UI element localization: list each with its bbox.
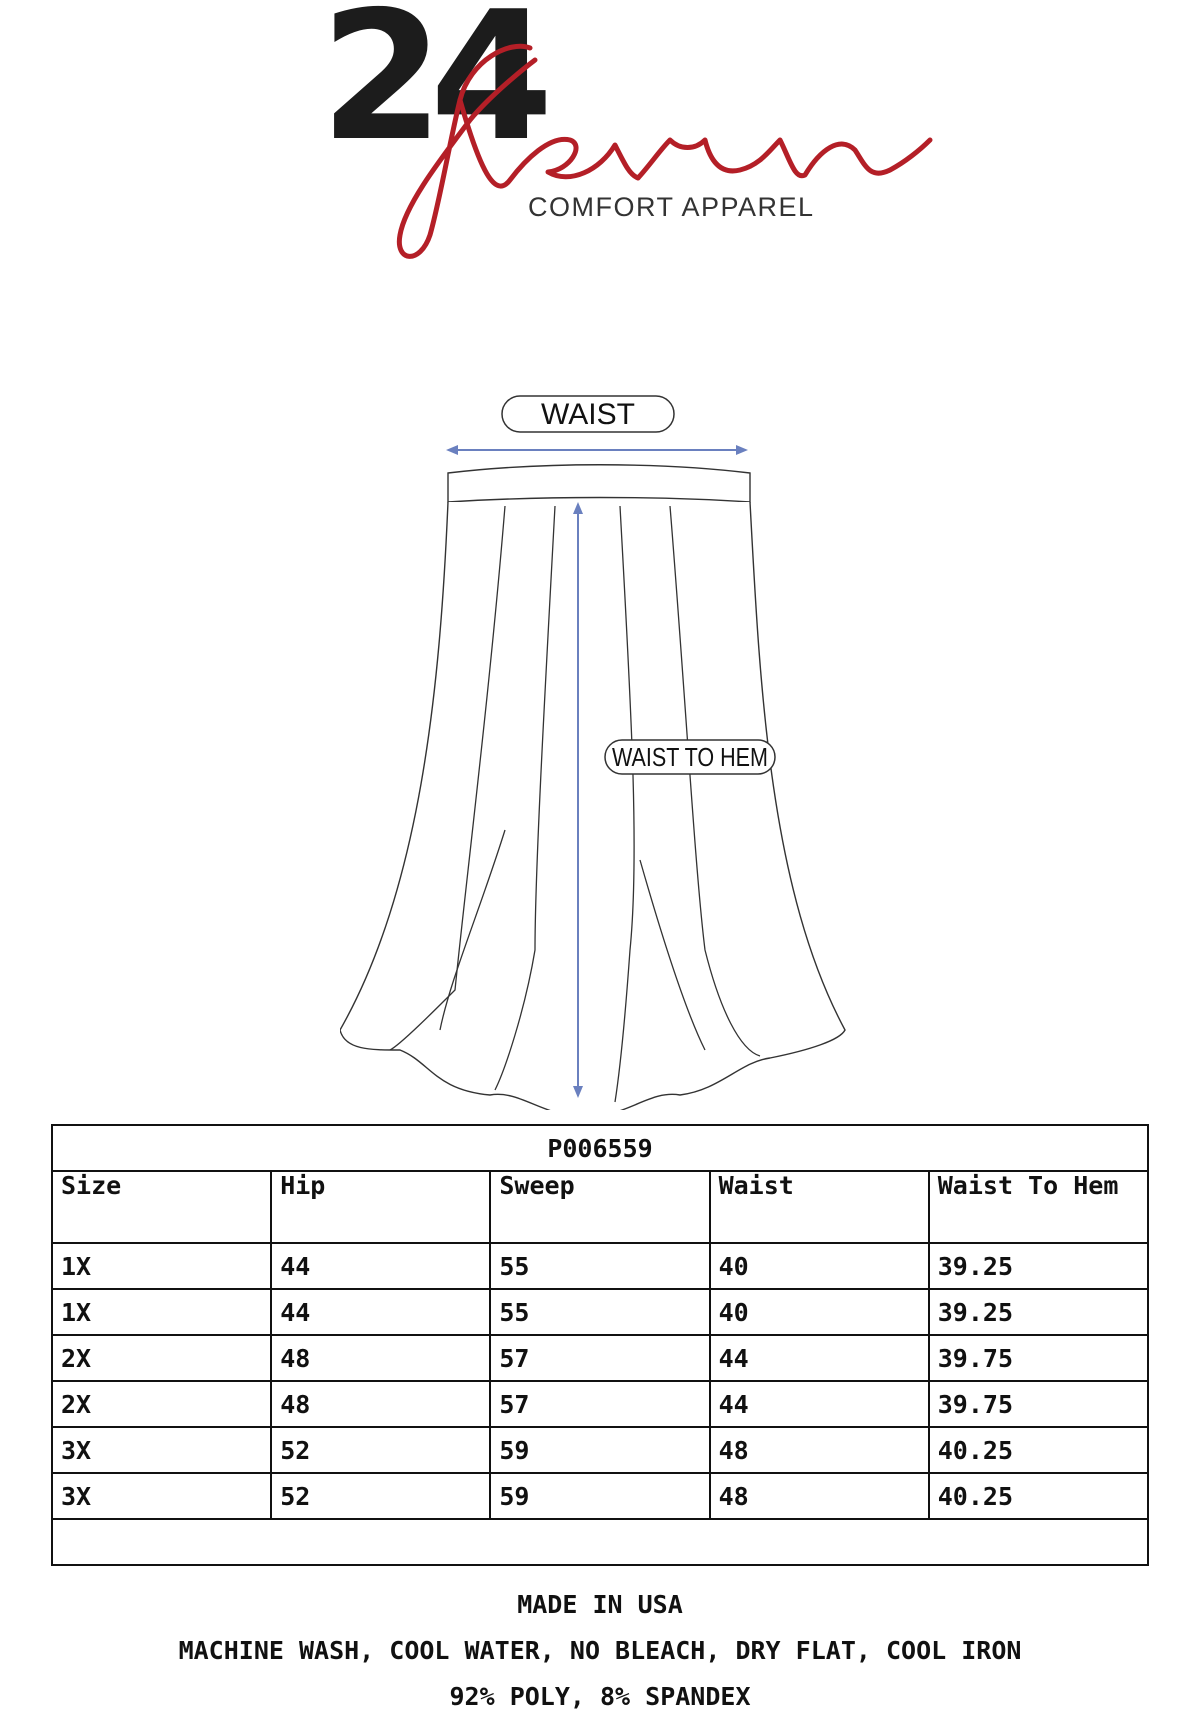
waist-arrow — [446, 445, 748, 455]
cell-size: 1X — [52, 1243, 271, 1289]
cell-waist: 40 — [710, 1289, 929, 1335]
header-size: Size — [52, 1171, 271, 1243]
cell-waist: 44 — [710, 1335, 929, 1381]
skirt-diagram — [340, 390, 880, 1110]
origin-text: MADE IN USA — [517, 1590, 683, 1619]
cell-waist: 48 — [710, 1473, 929, 1519]
header-sweep: Sweep — [490, 1171, 709, 1243]
cell-waist: 40 — [710, 1243, 929, 1289]
size-chart-table — [51, 1124, 1149, 1566]
cell-hip: 52 — [271, 1427, 490, 1473]
table-row — [52, 1427, 1148, 1473]
cell-size: 1X — [52, 1289, 271, 1335]
skirt-waistband — [448, 465, 750, 502]
skirt-outline — [340, 502, 845, 1110]
empty-cell — [52, 1519, 1148, 1565]
table-row — [52, 1473, 1148, 1519]
cell-waist-to-hem: 39.25 — [929, 1243, 1148, 1289]
cell-hip: 44 — [271, 1243, 490, 1289]
table-row — [52, 1381, 1148, 1427]
table-row — [52, 1289, 1148, 1335]
cell-sweep: 55 — [490, 1289, 709, 1335]
table-row — [52, 1335, 1148, 1381]
cell-size: 2X — [52, 1335, 271, 1381]
table-empty-row — [52, 1519, 1148, 1565]
cell-waist-to-hem: 39.75 — [929, 1335, 1148, 1381]
cell-hip: 44 — [271, 1289, 490, 1335]
cell-hip: 48 — [271, 1381, 490, 1427]
logo-number: 24 — [320, 0, 540, 180]
cell-sweep: 55 — [490, 1243, 709, 1289]
cell-waist-to-hem: 40.25 — [929, 1473, 1148, 1519]
cell-waist: 44 — [710, 1381, 929, 1427]
fabric-content: 92% POLY, 8% SPANDEX — [449, 1682, 751, 1711]
cell-waist-to-hem: 39.25 — [929, 1289, 1148, 1335]
cell-sweep: 57 — [490, 1335, 709, 1381]
cell-sweep: 59 — [490, 1473, 709, 1519]
table-header-row — [52, 1171, 1148, 1243]
cell-waist: 48 — [710, 1427, 929, 1473]
header-waist-to-hem: Waist To Hem — [929, 1171, 1148, 1243]
cell-waist-to-hem: 39.75 — [929, 1381, 1148, 1427]
cell-sweep: 59 — [490, 1427, 709, 1473]
logo-tagline: COMFORT APPAREL — [528, 192, 815, 222]
table-row — [52, 1243, 1148, 1289]
cell-waist-to-hem: 40.25 — [929, 1427, 1148, 1473]
style-number: P006559 — [52, 1125, 1148, 1171]
product-footer — [0, 1582, 1200, 1720]
cell-hip: 52 — [271, 1473, 490, 1519]
waist-label: WAIST — [541, 398, 635, 431]
header-waist: Waist — [710, 1171, 929, 1243]
cell-hip: 48 — [271, 1335, 490, 1381]
care-instructions: MACHINE WASH, COOL WATER, NO BLEACH, DRY FLAT, COOL IRON — [178, 1636, 1022, 1665]
logo-script-seven — [320, 0, 940, 270]
brand-logo — [320, 0, 940, 270]
cell-sweep: 57 — [490, 1381, 709, 1427]
cell-size: 2X — [52, 1381, 271, 1427]
cell-size: 3X — [52, 1427, 271, 1473]
header-hip: Hip — [271, 1171, 490, 1243]
length-label: WAIST TO HEM — [612, 742, 768, 772]
cell-size: 3X — [52, 1473, 271, 1519]
